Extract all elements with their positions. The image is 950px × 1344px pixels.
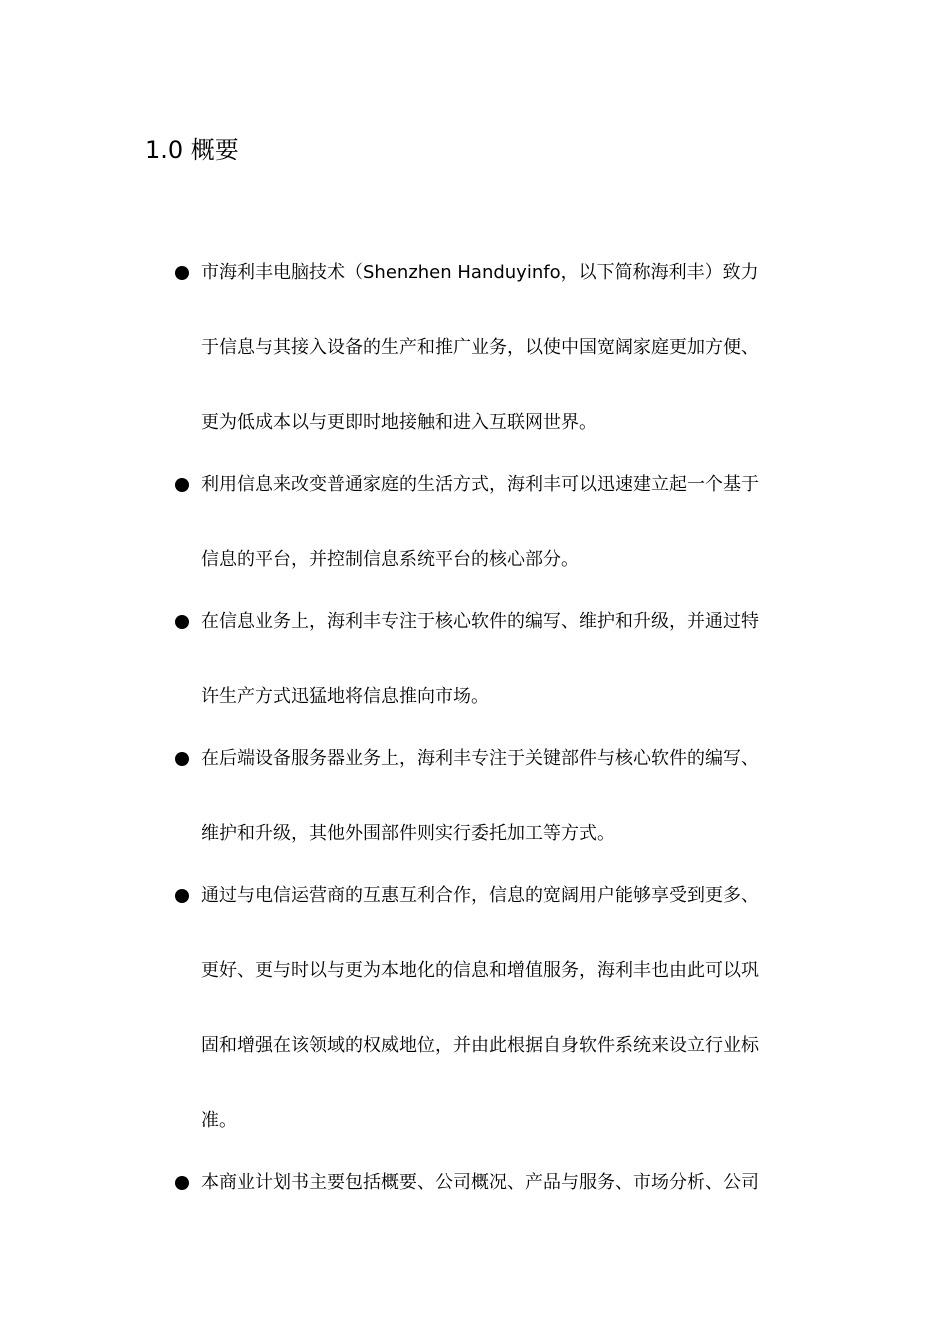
bullet-dot-icon	[175, 615, 189, 629]
bullet-dot-icon	[175, 1176, 189, 1190]
bullet-text-line: 于信息与其接入设备的生产和推广业务，以使中国宽阔家庭更加方便、	[201, 337, 759, 358]
bullet-text-line: 准。	[201, 1110, 237, 1131]
bullet-text-line: 更为低成本以与更即时地接触和进入互联网世界。	[201, 412, 597, 433]
bullet-text-line: 通过与电信运营商的互惠互利合作，信息的宽阔用户能够享受到更多、	[201, 885, 759, 906]
bullet-dot-icon	[175, 752, 189, 766]
bullet-text-line: 信息的平台，并控制信息系统平台的核心部分。	[201, 549, 579, 570]
bullet-text-line: 在后端设备服务器业务上，海利丰专注于关键部件与核心软件的编写、	[201, 748, 759, 769]
bullet-text-line: 维护和升级，其他外围部件则实行委托加工等方式。	[201, 823, 615, 844]
bullet-text-line: 固和增强在该领域的权威地位，并由此根据自身软件系统来设立行业标	[201, 1035, 759, 1056]
bullet-text-line: 市海利丰电脑技术（Shenzhen Handuyinfo，以下简称海利丰）致力	[201, 262, 759, 283]
bullet-text-line: 更好、更与时以与更为本地化的信息和增值服务，海利丰也由此可以巩	[201, 960, 759, 981]
bullet-text-line: 许生产方式迅猛地将信息推向市场。	[201, 686, 489, 707]
bullet-text-line: 在信息业务上，海利丰专注于核心软件的编写、维护和升级，并通过特	[201, 611, 759, 632]
bullet-text-line: 本商业计划书主要包括概要、公司概况、产品与服务、市场分析、公司	[201, 1172, 759, 1193]
bullet-dot-icon	[175, 889, 189, 903]
bullet-dot-icon	[175, 266, 189, 280]
bullet-text-line: 利用信息来改变普通家庭的生活方式，海利丰可以迅速建立起一个基于	[201, 474, 759, 495]
bullet-dot-icon	[175, 478, 189, 492]
section-title: 1.0 概要	[145, 136, 239, 164]
